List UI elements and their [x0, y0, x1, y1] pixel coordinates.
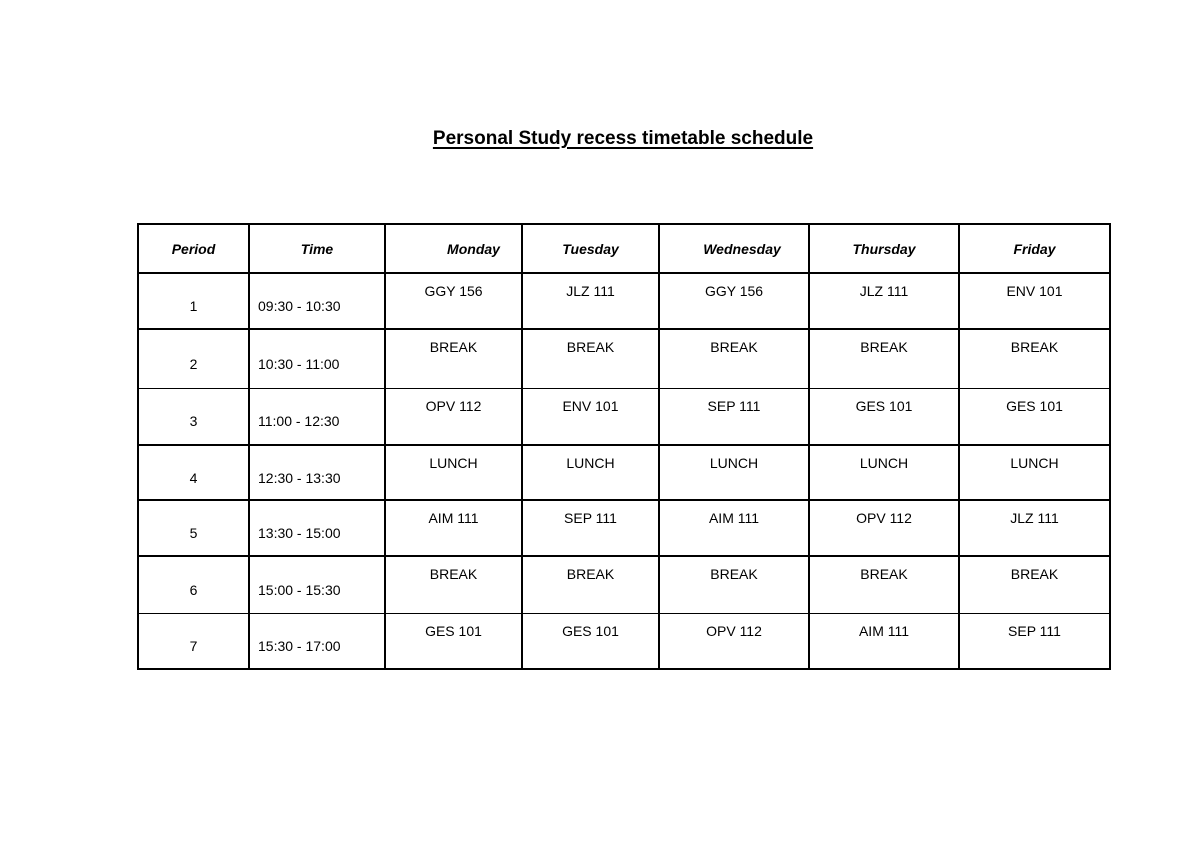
wednesday-cell — [659, 556, 809, 613]
slot-label: JLZ 111 — [1010, 510, 1059, 526]
slot-label: SEP 111 — [1008, 622, 1061, 639]
slot-label: GES 101 — [855, 397, 913, 414]
wednesday-cell — [659, 273, 809, 329]
thursday-cell — [809, 556, 959, 613]
period-cell: 3 — [138, 388, 249, 445]
thursday-cell — [809, 273, 959, 329]
period-cell: 5 — [138, 500, 249, 556]
slot-label: LUNCH — [859, 455, 909, 471]
tuesday-cell — [522, 556, 659, 613]
header-period: Period — [138, 224, 249, 273]
header-row — [138, 224, 1110, 273]
period-cell: 7 — [138, 613, 249, 669]
table-row — [138, 500, 1110, 556]
table-row — [138, 445, 1110, 500]
time-cell: 15:00 - 15:30 — [249, 556, 385, 613]
friday-cell — [959, 500, 1110, 556]
monday-cell — [385, 329, 522, 388]
slot-label: BREAK — [710, 566, 758, 582]
table-row — [138, 273, 1110, 329]
header-tuesday: Tuesday — [522, 224, 659, 273]
tuesday-cell — [522, 329, 659, 388]
slot-label: ENV 101 — [1006, 283, 1063, 299]
time-cell: 13:30 - 15:00 — [249, 500, 385, 556]
slot-label: JLZ 111 — [859, 283, 909, 299]
header-friday: Friday — [959, 224, 1110, 273]
header-thursday: Thursday — [809, 224, 959, 273]
slot-label: SEP 111 — [707, 397, 761, 414]
time-cell: 12:30 - 13:30 — [249, 445, 385, 500]
timetable — [137, 223, 1111, 670]
period-cell: 2 — [138, 329, 249, 388]
slot-label: AIM 111 — [858, 622, 910, 639]
friday-cell — [959, 445, 1110, 500]
period-cell: 1 — [138, 273, 249, 329]
friday-cell — [959, 613, 1110, 669]
slot-label: BREAK — [710, 339, 758, 355]
table-row — [138, 388, 1110, 445]
period-cell: 6 — [138, 556, 249, 613]
slot-label: AIM 111 — [428, 510, 479, 526]
table-row — [138, 329, 1110, 388]
slot-label: BREAK — [566, 566, 615, 582]
table-row — [138, 556, 1110, 613]
thursday-cell — [809, 388, 959, 445]
slot-label: OPV 112 — [706, 622, 762, 639]
wednesday-cell — [659, 613, 809, 669]
slot-label: SEP 111 — [564, 510, 617, 526]
thursday-cell — [809, 500, 959, 556]
slot-label: GGY 156 — [424, 283, 483, 299]
header-time: Time — [249, 224, 385, 273]
slot-label: GES 101 — [562, 622, 619, 639]
friday-cell — [959, 329, 1110, 388]
tuesday-cell — [522, 500, 659, 556]
monday-cell — [385, 273, 522, 329]
monday-cell — [385, 388, 522, 445]
monday-cell — [385, 556, 522, 613]
slot-label: BREAK — [429, 566, 478, 582]
slot-label: OPV 112 — [856, 510, 912, 526]
slot-label: GES 101 — [425, 622, 482, 639]
friday-cell — [959, 556, 1110, 613]
time-cell: 11:00 - 12:30 — [249, 388, 385, 445]
wednesday-cell — [659, 388, 809, 445]
slot-label: LUNCH — [1010, 455, 1059, 471]
tuesday-cell — [522, 445, 659, 500]
slot-label: LUNCH — [429, 455, 478, 471]
slot-label: LUNCH — [566, 455, 615, 471]
header-wednesday: Wednesday — [659, 224, 809, 273]
time-cell: 09:30 - 10:30 — [249, 273, 385, 329]
period-cell: 4 — [138, 445, 249, 500]
monday-cell — [385, 500, 522, 556]
time-cell: 15:30 - 17:00 — [249, 613, 385, 669]
wednesday-cell — [659, 329, 809, 388]
slot-label: AIM 111 — [708, 510, 760, 526]
header-monday: Monday — [385, 224, 522, 273]
slot-label: BREAK — [860, 339, 908, 355]
time-cell: 10:30 - 11:00 — [249, 329, 385, 388]
tuesday-cell — [522, 273, 659, 329]
tuesday-cell — [522, 388, 659, 445]
page-title: Personal Study recess timetable schedule — [432, 128, 814, 149]
slot-label: BREAK — [429, 339, 478, 355]
slot-label: LUNCH — [709, 455, 759, 471]
slot-label: JLZ 111 — [566, 283, 615, 299]
slot-label: BREAK — [860, 566, 908, 582]
slot-label: OPV 112 — [425, 397, 482, 414]
tuesday-cell — [522, 613, 659, 669]
friday-cell — [959, 388, 1110, 445]
table-row — [138, 613, 1110, 669]
slot-label: GGY 156 — [704, 283, 764, 299]
slot-label: GES 101 — [1006, 397, 1063, 414]
slot-label: BREAK — [566, 339, 615, 355]
monday-cell — [385, 613, 522, 669]
friday-cell — [959, 273, 1110, 329]
slot-label: ENV 101 — [562, 397, 619, 414]
wednesday-cell — [659, 445, 809, 500]
thursday-cell — [809, 329, 959, 388]
thursday-cell — [809, 445, 959, 500]
monday-cell — [385, 445, 522, 500]
wednesday-cell — [659, 500, 809, 556]
slot-label: BREAK — [1010, 339, 1059, 355]
slot-label: BREAK — [1010, 566, 1059, 582]
thursday-cell — [809, 613, 959, 669]
